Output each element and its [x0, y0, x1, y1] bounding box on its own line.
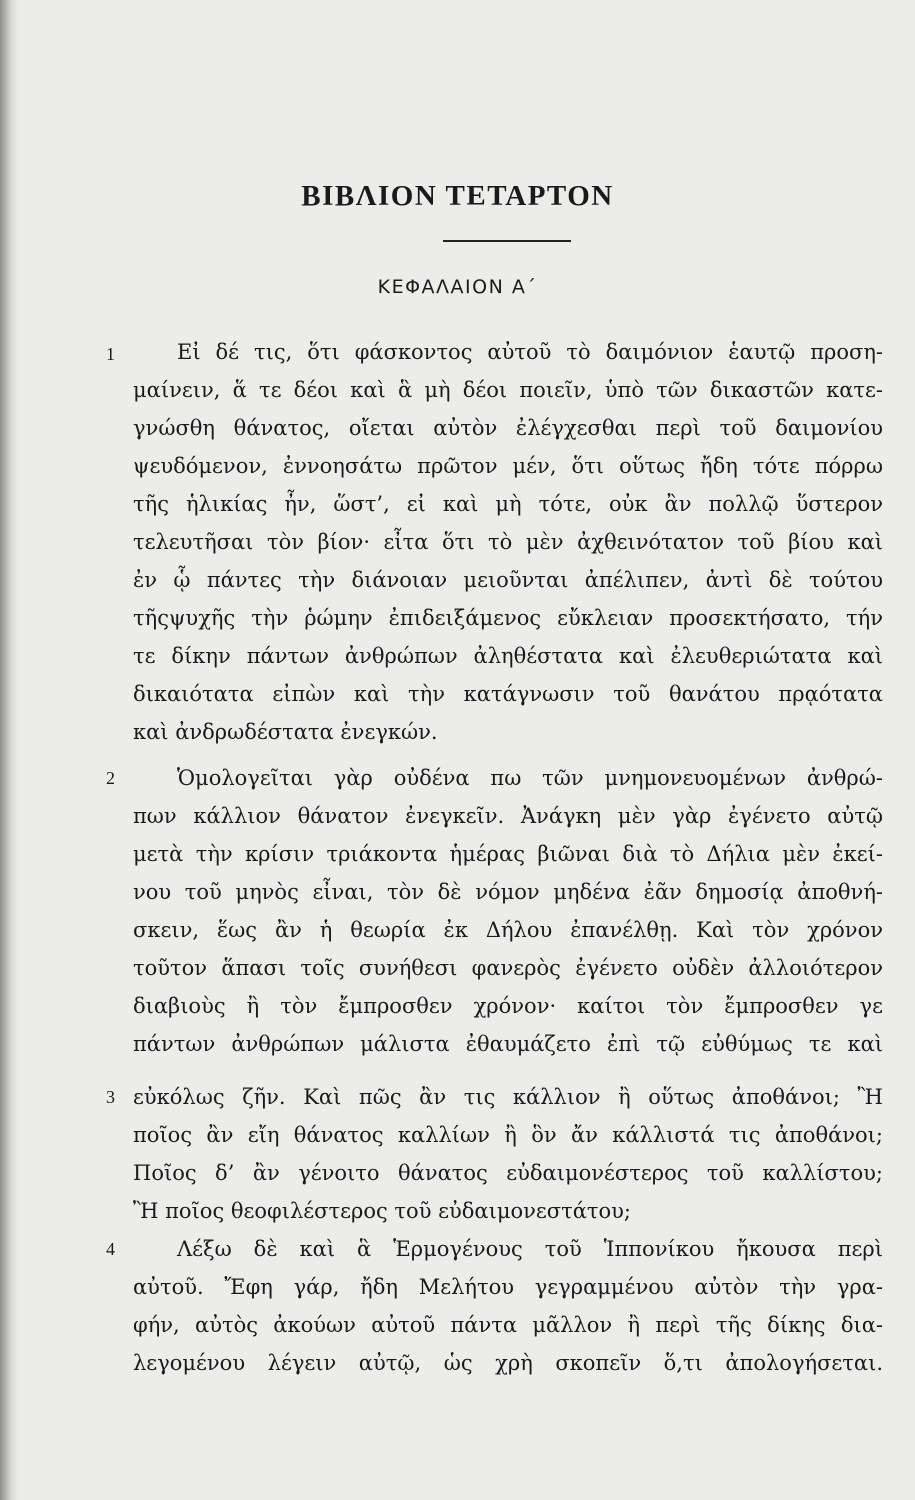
- text-line: τε δίκην πάντων ἀνθρώπων ἀληθέστατα καὶ ἐλευθεριώτατα καὶ: [133, 644, 883, 668]
- text-line: δικαιότατα εἰπὼν καὶ τὴν κατάγνωσιν τοῦ θανάτου πρᾳότατα: [133, 682, 883, 706]
- book-title: ΒΙΒΛΙΟΝ ΤΕΤΑΡΤΟΝ: [301, 180, 614, 212]
- paragraph-number: 1: [106, 344, 115, 364]
- paragraph-number: 4: [106, 1239, 115, 1259]
- text-line: τοῦτον ἅπασι τοῖς συνήθεσι φανερὸς ἐγένετο οὐδὲν ἀλλοιότερον: [133, 956, 883, 980]
- text-line: γνώσθη θάνατος, οἴεται αὐτὸν ἐλέγχεσθαι περὶ τοῦ δαιμονίου: [133, 416, 883, 440]
- text-line: Ἢ ποῖος θεοφιλέστερος τοῦ εὐδαιμονεστάτου;: [133, 1199, 632, 1223]
- text-line: μαίνειν, ἅ τε δέοι καὶ ἃ μὴ δέοι ποιεῖν, ὑπὸ τῶν δικαστῶν κατε-: [133, 378, 883, 402]
- text-line: ποῖος ἂν εἴη θάνατος καλλίων ἢ ὃν ἄν κάλλιστά τις ἀποθάνοι;: [133, 1123, 883, 1147]
- title-divider: [443, 240, 571, 242]
- paragraph-number: 2: [106, 768, 115, 788]
- text-line: εὐκόλως ζῆν. Καὶ πῶς ἂν τις κάλλιον ἢ οὕτως ἀποθάνοι; Ἢ: [133, 1085, 883, 1109]
- text-line: καὶ ἀνδρωδέστατα ἐνεγκών.: [133, 720, 438, 744]
- text-line: λεγομένου λέγειν αὐτῷ, ὡς χρὴ σκοπεῖν ὅ,τι ἀπολογήσεται.: [133, 1351, 883, 1375]
- page-gutter-shadow: [0, 0, 18, 1500]
- text-line: ψευδόμενον, ἐννοησάτω πρῶτον μέν, ὅτι οὕτως ἤδη τότε πόρρω: [133, 454, 883, 478]
- text-line: ἐν ᾧ πάντες τὴν διάνοιαν μειοῦνται ἀπέλιπεν, ἀντὶ δὲ τούτου: [133, 568, 883, 592]
- text-line: Εἰ δέ τις, ὅτι φάσκοντος αὐτοῦ τὸ δαιμόνιον ἑαυτῷ προση-: [177, 340, 883, 364]
- text-line: αὐτοῦ. Ἔφη γάρ, ἤδη Μελήτου γεγραμμένου αὐτὸν τὴν γρα-: [133, 1275, 883, 1299]
- text-line: τῆςψυχῆς τὴν ῥώμην ἐπιδειξάμενος εὔκλειαν προσεκτήσατο, τήν: [133, 606, 883, 630]
- text-line: Λέξω δὲ καὶ ἃ Ἑρμογένους τοῦ Ἱππονίκου ἤκουσα περὶ: [177, 1237, 883, 1261]
- chapter-title: ΚΕΦΑΛΑΙΟΝ Α΄: [377, 276, 538, 298]
- text-line: τῆς ἡλικίας ἦν, ὥστ’, εἰ καὶ μὴ τότε, οὐκ ἂν πολλῷ ὕστερον: [133, 492, 883, 516]
- text-line: τελευτῆσαι τὸν βίον· εἶτα ὅτι τὸ μὲν ἀχθεινότατον τοῦ βίου καὶ: [133, 530, 883, 554]
- text-line: Ποῖος δ’ ἂν γένοιτο θάνατος εὐδαιμονέστερος τοῦ καλλίστου;: [133, 1161, 883, 1185]
- text-line: σκειν, ἕως ἂν ἡ θεωρία ἐκ Δήλου ἐπανέλθῃ. Καὶ τὸν χρόνον: [133, 918, 883, 942]
- text-line: διαβιοὺς ἢ τὸν ἔμπροσθεν χρόνον· καίτοι τὸν ἔμπροσθεν γε: [133, 994, 883, 1018]
- text-line: πων κάλλιον θάνατον ἐνεγκεῖν. Ἀνάγκη μὲν γὰρ ἐγένετο αὐτῷ: [133, 804, 883, 828]
- text-line: Ὁμολογεῖται γὰρ οὐδένα πω τῶν μνημονευομένων ἀνθρώ-: [177, 766, 883, 790]
- text-line: φήν, αὐτὸς ἀκούων αὐτοῦ πάντα μᾶλλον ἢ περὶ τῆς δίκης δια-: [133, 1313, 883, 1337]
- text-line: πάντων ἀνθρώπων μάλιστα ἐθαυμάζετο ἐπὶ τῷ εὐθύμως τε καὶ: [133, 1032, 883, 1056]
- text-line: νου τοῦ μηνὸς εἶναι, τὸν δὲ νόμον μηδένα ἐᾶν δημοσίᾳ ἀποθνή-: [133, 880, 883, 904]
- paragraph-number: 3: [106, 1087, 115, 1107]
- text-line: μετὰ τὴν κρίσιν τριάκοντα ἡμέρας βιῶναι διὰ τὸ Δήλια μὲν ἐκεί-: [133, 842, 883, 866]
